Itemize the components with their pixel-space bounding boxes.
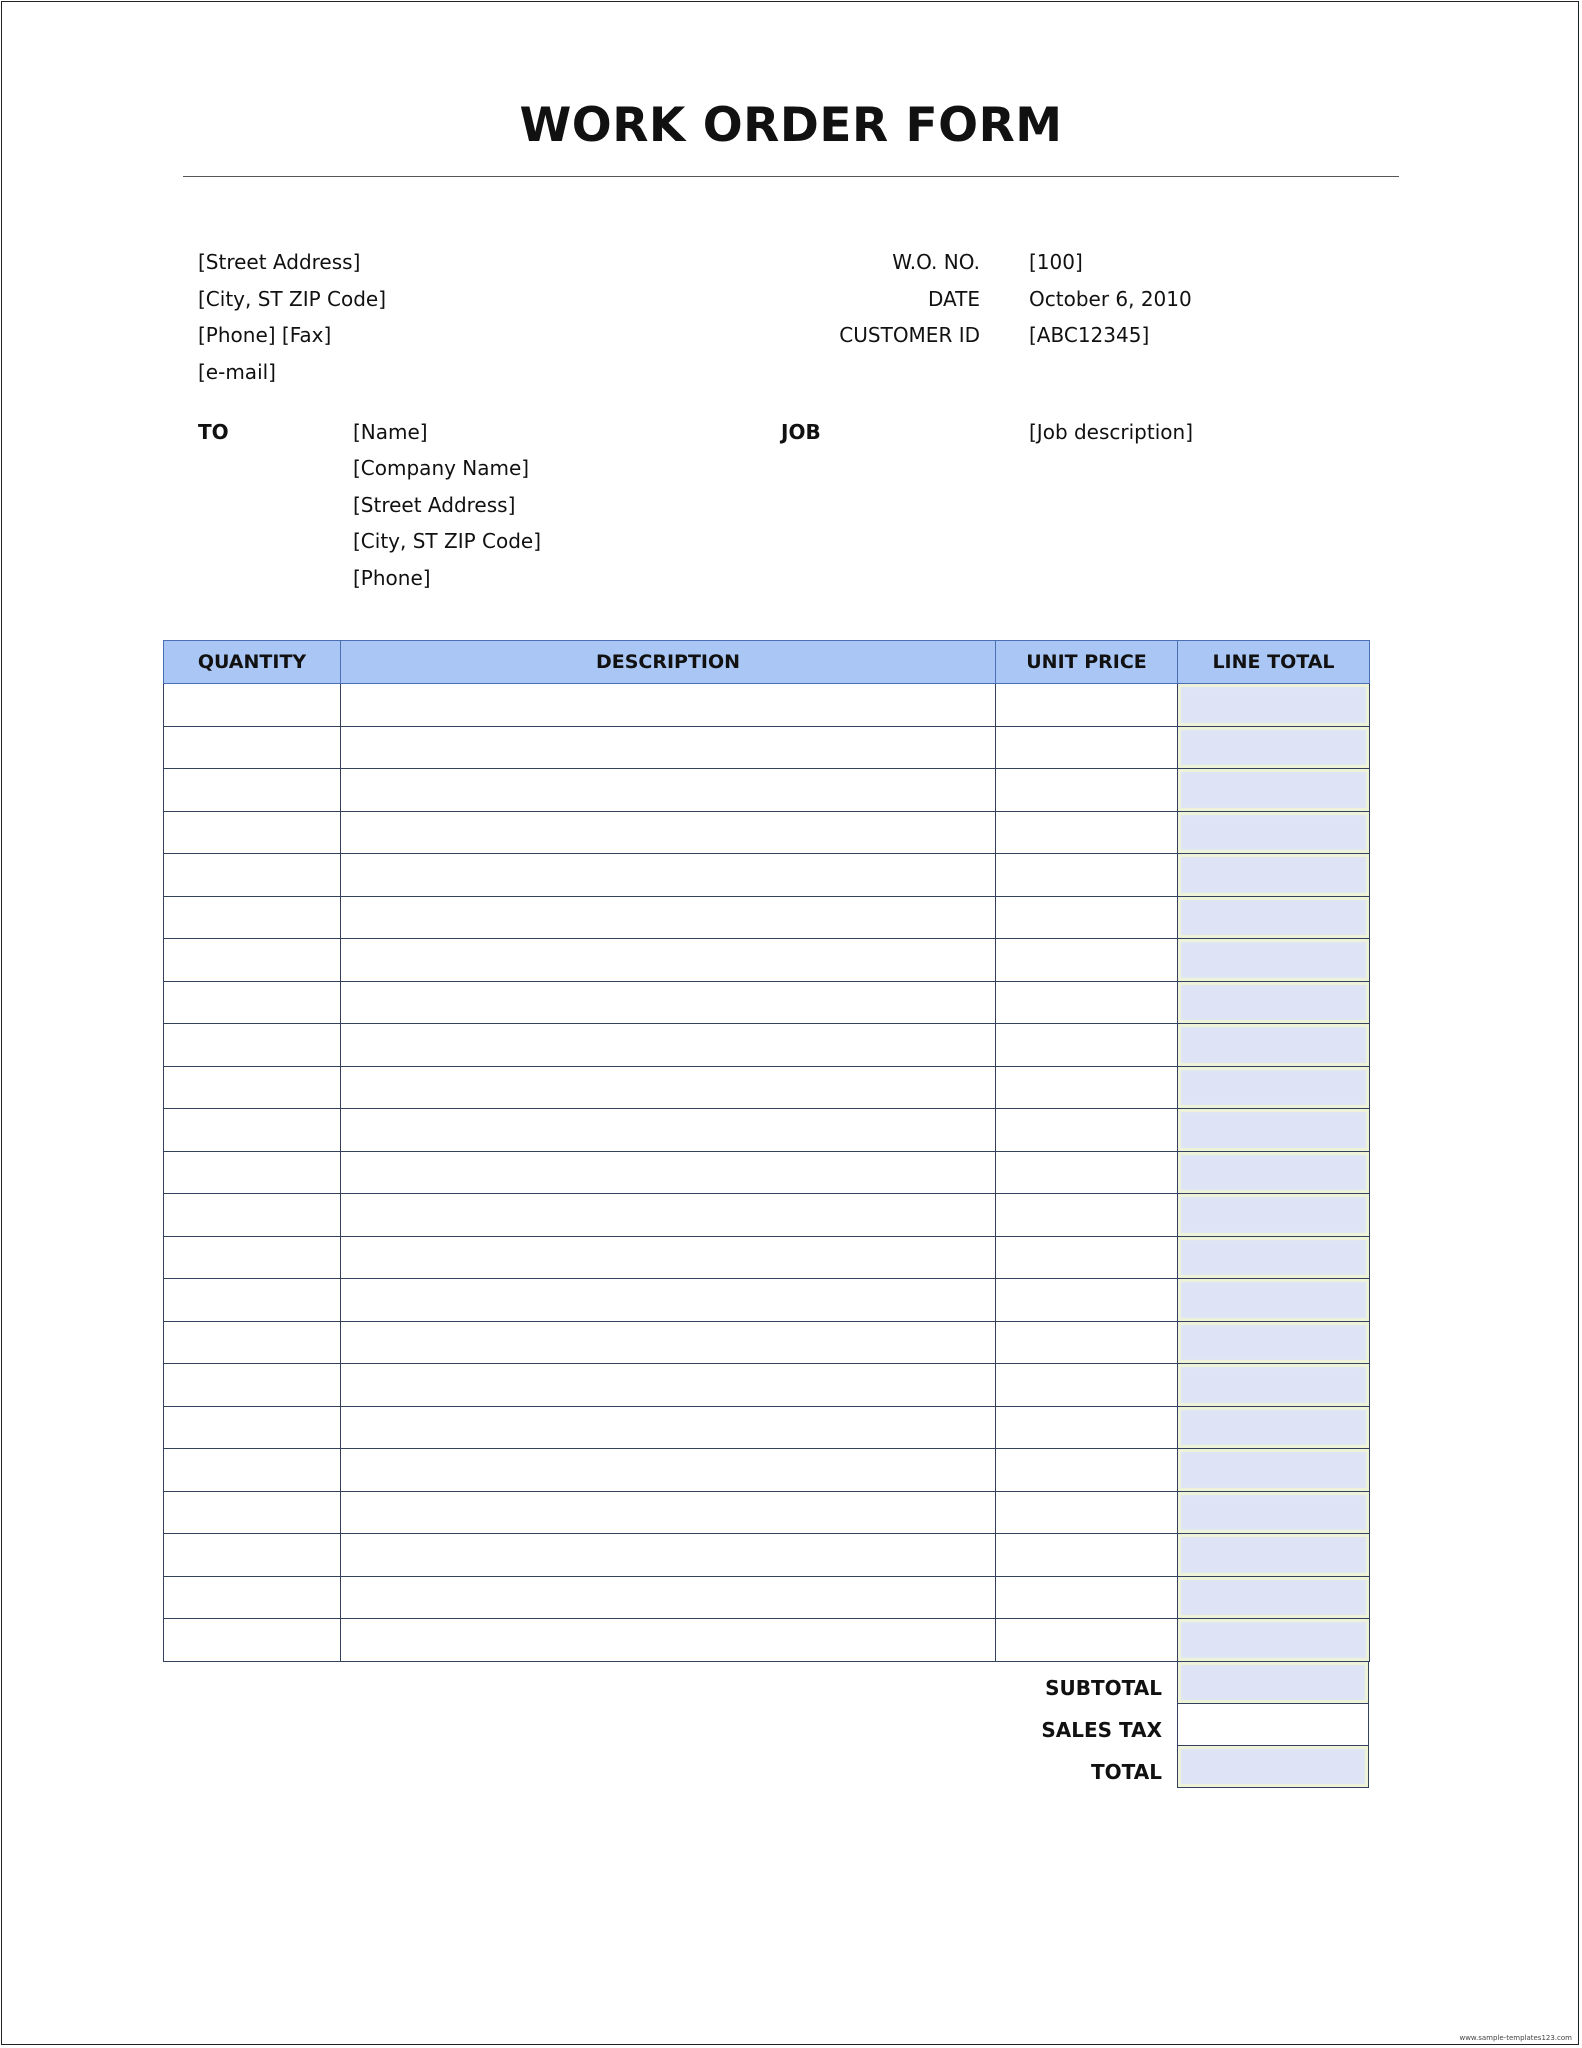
description-cell[interactable] (341, 896, 996, 939)
description-cell[interactable] (341, 1236, 996, 1279)
line-total-cell[interactable] (1178, 1151, 1370, 1194)
quantity-cell[interactable] (164, 1364, 341, 1407)
quantity-cell[interactable] (164, 1449, 341, 1492)
description-cell[interactable] (341, 981, 996, 1024)
unit-price-cell[interactable] (996, 896, 1178, 939)
quantity-cell[interactable] (164, 811, 341, 854)
unit-price-cell[interactable] (996, 1109, 1178, 1152)
unit-price-cell[interactable] (996, 1151, 1178, 1194)
line-total-cell[interactable] (1178, 1024, 1370, 1067)
sender-email: [e-mail] (198, 360, 276, 384)
quantity-cell[interactable] (164, 1109, 341, 1152)
job-description[interactable]: [Job description] (1029, 420, 1193, 444)
unit-price-cell[interactable] (996, 1321, 1178, 1364)
description-cell[interactable] (341, 1576, 996, 1619)
sender-street: [Street Address] (198, 250, 361, 274)
description-cell[interactable] (341, 1279, 996, 1322)
line-total-cell[interactable] (1178, 981, 1370, 1024)
sales-tax-label: SALES TAX (1041, 1718, 1162, 1742)
line-total-cell[interactable] (1178, 1066, 1370, 1109)
quantity-cell[interactable] (164, 981, 341, 1024)
quantity-cell[interactable] (164, 1321, 341, 1364)
quantity-cell[interactable] (164, 726, 341, 769)
line-total-cell[interactable] (1178, 939, 1370, 982)
line-total-cell[interactable] (1178, 1534, 1370, 1577)
unit-price-cell[interactable] (996, 811, 1178, 854)
unit-price-cell[interactable] (996, 1279, 1178, 1322)
table-row (164, 1109, 1370, 1152)
line-total-cell[interactable] (1178, 1364, 1370, 1407)
unit-price-cell[interactable] (996, 769, 1178, 812)
sender-city: [City, ST ZIP Code] (198, 287, 387, 311)
description-cell[interactable] (341, 854, 996, 897)
line-total-cell[interactable] (1178, 1321, 1370, 1364)
line-total-cell[interactable] (1178, 1236, 1370, 1279)
line-total-cell[interactable] (1178, 854, 1370, 897)
unit-price-cell[interactable] (996, 1449, 1178, 1492)
to-name[interactable]: [Name] (353, 420, 428, 444)
title-divider (183, 176, 1399, 177)
header-line-total: LINE TOTAL (1178, 641, 1370, 684)
items-body (164, 684, 1370, 1662)
line-total-cell[interactable] (1178, 1619, 1370, 1662)
description-cell[interactable] (341, 684, 996, 727)
unit-price-cell[interactable] (996, 1194, 1178, 1237)
description-cell[interactable] (341, 1534, 996, 1577)
total-label: TOTAL (1091, 1760, 1162, 1784)
line-total-cell[interactable] (1178, 1279, 1370, 1322)
description-cell[interactable] (341, 1109, 996, 1152)
table-row (164, 1066, 1370, 1109)
line-total-cell[interactable] (1178, 1406, 1370, 1449)
header-quantity: QUANTITY (164, 641, 341, 684)
total-field[interactable] (1177, 1745, 1369, 1788)
sender-phone-fax: [Phone] [Fax] (198, 323, 332, 347)
header-description: DESCRIPTION (341, 641, 996, 684)
table-row (164, 726, 1370, 769)
table-row (164, 1151, 1370, 1194)
unit-price-cell[interactable] (996, 1406, 1178, 1449)
line-total-cell[interactable] (1178, 1194, 1370, 1237)
to-company[interactable]: [Company Name] (353, 456, 530, 480)
table-row (164, 1236, 1370, 1279)
items-table (163, 640, 1370, 1662)
line-total-cell[interactable] (1178, 769, 1370, 812)
unit-price-cell[interactable] (996, 1534, 1178, 1577)
line-total-cell[interactable] (1178, 811, 1370, 854)
description-cell[interactable] (341, 1491, 996, 1534)
unit-price-cell[interactable] (996, 726, 1178, 769)
quantity-cell[interactable] (164, 1194, 341, 1237)
table-row (164, 1491, 1370, 1534)
description-cell[interactable] (341, 1024, 996, 1067)
unit-price-cell[interactable] (996, 1024, 1178, 1067)
quantity-cell[interactable] (164, 1406, 341, 1449)
table-row (164, 1406, 1370, 1449)
quantity-cell[interactable] (164, 769, 341, 812)
table-row (164, 1576, 1370, 1619)
line-total-cell[interactable] (1178, 684, 1370, 727)
line-total-cell[interactable] (1178, 896, 1370, 939)
table-row (164, 684, 1370, 727)
subtotal-field[interactable] (1177, 1661, 1369, 1704)
table-row (164, 896, 1370, 939)
unit-price-cell[interactable] (996, 854, 1178, 897)
to-label: TO (198, 420, 229, 444)
table-row (164, 939, 1370, 982)
table-row (164, 1024, 1370, 1067)
table-row (164, 1321, 1370, 1364)
table-row (164, 811, 1370, 854)
unit-price-cell[interactable] (996, 1364, 1178, 1407)
description-cell[interactable] (341, 1619, 996, 1662)
unit-price-cell[interactable] (996, 1576, 1178, 1619)
date-label: DATE (927, 287, 980, 311)
quantity-cell[interactable] (164, 1151, 341, 1194)
customer-id-value[interactable]: [ABC12345] (1029, 323, 1150, 347)
quantity-cell[interactable] (164, 1619, 341, 1662)
table-row (164, 1449, 1370, 1492)
quantity-cell[interactable] (164, 1236, 341, 1279)
line-total-cell[interactable] (1178, 726, 1370, 769)
sales-tax-field[interactable] (1177, 1703, 1369, 1746)
description-cell[interactable] (341, 726, 996, 769)
table-row (164, 1279, 1370, 1322)
job-label: JOB (781, 420, 821, 444)
quantity-cell[interactable] (164, 854, 341, 897)
page-title: WORK ORDER FORM (519, 98, 1063, 153)
unit-price-cell[interactable] (996, 1619, 1178, 1662)
table-row (164, 1194, 1370, 1237)
unit-price-cell[interactable] (996, 684, 1178, 727)
subtotal-label: SUBTOTAL (1045, 1676, 1162, 1700)
quantity-cell[interactable] (164, 939, 341, 982)
line-total-cell[interactable] (1178, 1109, 1370, 1152)
unit-price-cell[interactable] (996, 939, 1178, 982)
description-cell[interactable] (341, 1194, 996, 1237)
header-unit-price: UNIT PRICE (996, 641, 1178, 684)
quantity-cell[interactable] (164, 1024, 341, 1067)
unit-price-cell[interactable] (996, 1236, 1178, 1279)
date-value[interactable]: October 6, 2010 (1029, 287, 1192, 311)
quantity-cell[interactable] (164, 1066, 341, 1109)
table-row (164, 1534, 1370, 1577)
customer-id-label: CUSTOMER ID (839, 323, 980, 347)
description-cell[interactable] (341, 939, 996, 982)
wo-number-value[interactable]: [100] (1029, 250, 1083, 274)
line-total-cell[interactable] (1178, 1491, 1370, 1534)
description-cell[interactable] (341, 769, 996, 812)
unit-price-cell[interactable] (996, 1066, 1178, 1109)
quantity-cell[interactable] (164, 684, 341, 727)
unit-price-cell[interactable] (996, 981, 1178, 1024)
description-cell[interactable] (341, 1449, 996, 1492)
description-cell[interactable] (341, 811, 996, 854)
table-row (164, 1619, 1370, 1662)
footer-watermark: www.sample-templates123.com (1459, 2034, 1572, 2042)
table-row (164, 981, 1370, 1024)
description-cell[interactable] (341, 1151, 996, 1194)
to-street[interactable]: [Street Address] (353, 493, 516, 517)
quantity-cell[interactable] (164, 896, 341, 939)
to-phone[interactable]: [Phone] (353, 566, 431, 590)
unit-price-cell[interactable] (996, 1491, 1178, 1534)
quantity-cell[interactable] (164, 1534, 341, 1577)
quantity-cell[interactable] (164, 1491, 341, 1534)
quantity-cell[interactable] (164, 1279, 341, 1322)
quantity-cell[interactable] (164, 1576, 341, 1619)
table-row (164, 1364, 1370, 1407)
wo-number-label: W.O. NO. (892, 250, 980, 274)
description-cell[interactable] (341, 1364, 996, 1407)
table-row (164, 854, 1370, 897)
description-cell[interactable] (341, 1066, 996, 1109)
description-cell[interactable] (341, 1321, 996, 1364)
table-row (164, 769, 1370, 812)
table-header-row (164, 641, 1370, 684)
line-total-cell[interactable] (1178, 1576, 1370, 1619)
to-city[interactable]: [City, ST ZIP Code] (353, 529, 542, 553)
description-cell[interactable] (341, 1406, 996, 1449)
line-total-cell[interactable] (1178, 1449, 1370, 1492)
